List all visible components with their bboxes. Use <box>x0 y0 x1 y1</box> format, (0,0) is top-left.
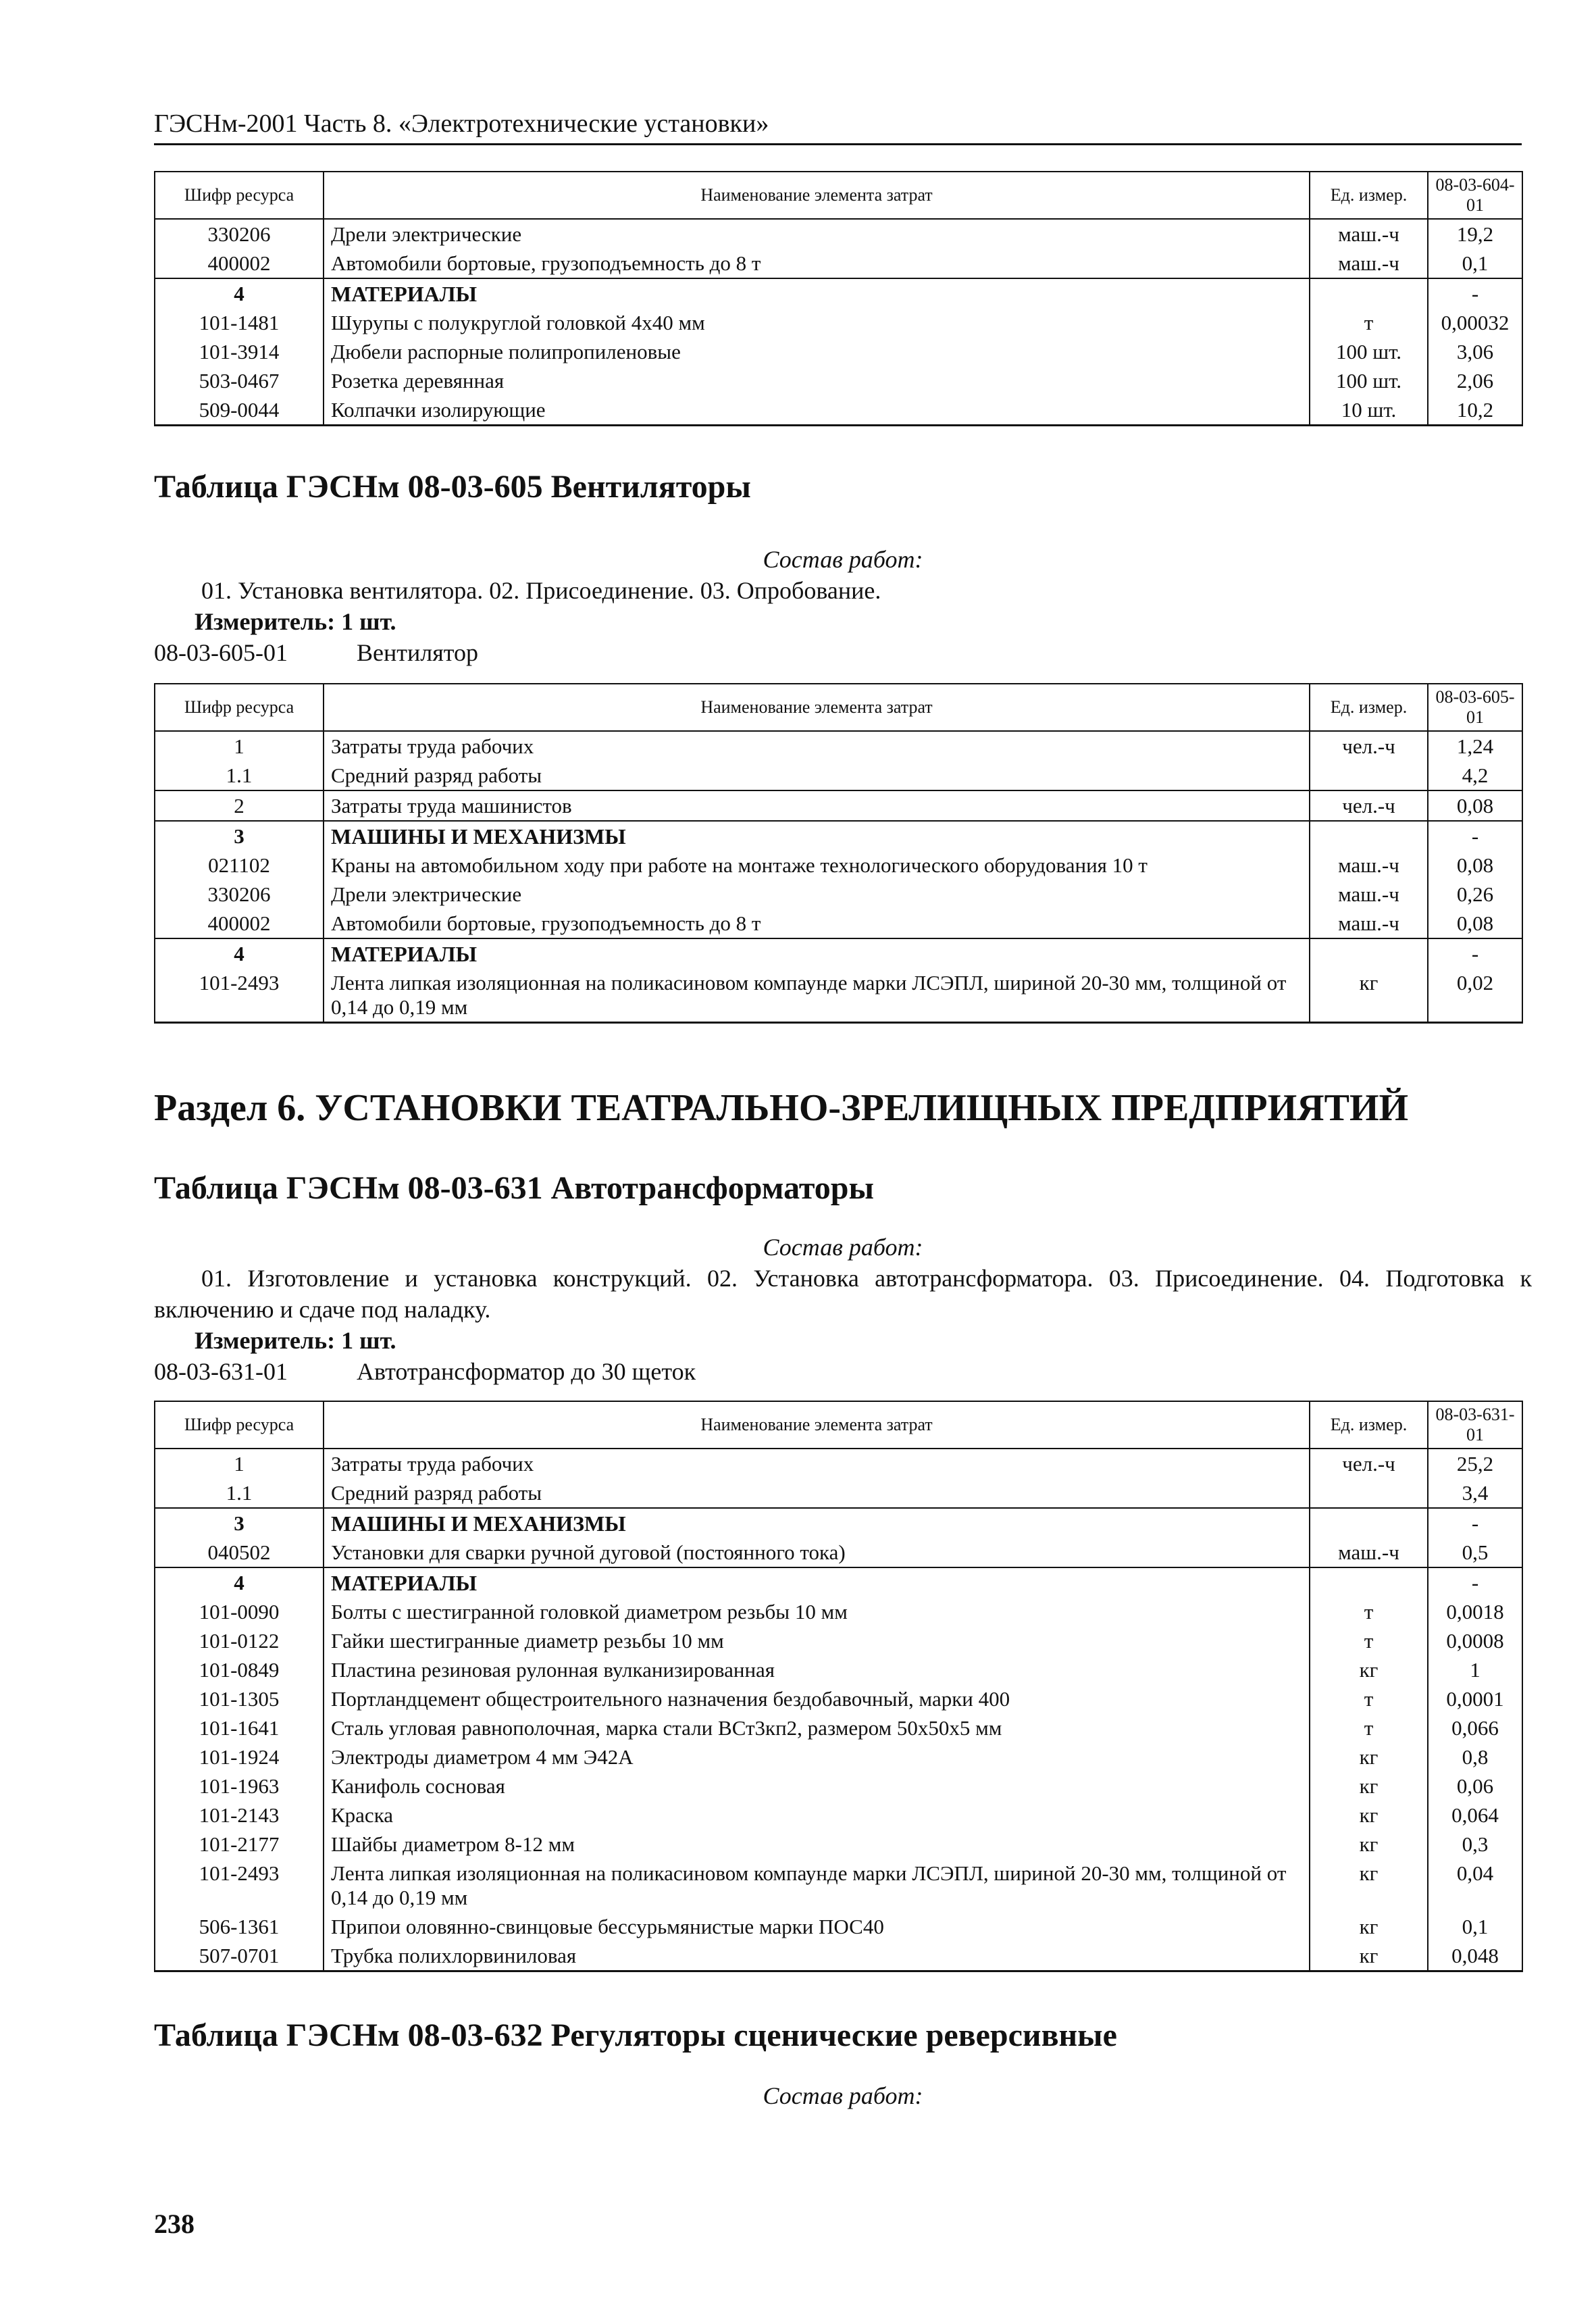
resource-unit: чел.-ч <box>1310 790 1428 821</box>
table-row <box>155 968 1522 1023</box>
resource-unit: кг <box>1310 1801 1428 1830</box>
resource-name: Краны на автомобильном ходу при работе на монтаже технологического оборудования 10 т <box>324 851 1310 880</box>
resource-unit: т <box>1310 1684 1428 1713</box>
resource-value: 0,26 <box>1428 880 1522 909</box>
table-row <box>155 366 1522 395</box>
table-row <box>155 249 1522 278</box>
resource-code: 101-1481 <box>155 308 324 337</box>
resource-unit: маш.-ч <box>1310 880 1428 909</box>
col-header-code: Шифр ресурса <box>155 1401 324 1449</box>
resource-code: 040502 <box>155 1538 324 1567</box>
table-row <box>155 337 1522 366</box>
resource-name: Затраты труда рабочих <box>324 1449 1310 1478</box>
table-row <box>155 761 1522 790</box>
resource-code: 101-1641 <box>155 1713 324 1742</box>
resource-value: - <box>1428 1508 1522 1538</box>
table-row <box>155 821 1522 851</box>
resource-code: 101-2493 <box>155 968 324 1023</box>
col-header-norm: 08-03-604-01 <box>1428 172 1522 219</box>
table-row <box>155 1912 1522 1941</box>
resource-unit <box>1310 761 1428 790</box>
measure-line <box>154 606 1532 637</box>
resource-code: 3 <box>155 821 324 851</box>
resource-code: 101-2493 <box>155 1859 324 1912</box>
resource-unit: 100 шт. <box>1310 337 1428 366</box>
resource-unit: кг <box>1310 1655 1428 1684</box>
resource-code: 4 <box>155 938 324 968</box>
resource-code: 509-0044 <box>155 395 324 426</box>
resource-group-name: МАШИНЫ И МЕХАНИЗМЫ <box>324 821 1310 851</box>
resource-code: 1.1 <box>155 1478 324 1508</box>
table-row <box>155 1771 1522 1801</box>
sostav-label: Состав работ: <box>763 1234 923 1261</box>
resource-name: Сталь угловая равнополочная, марка стали ВСт3кп2, размером 50x50x5 мм <box>324 1713 1310 1742</box>
resource-code: 101-2177 <box>155 1830 324 1859</box>
resource-unit: кг <box>1310 968 1428 1023</box>
resource-value: 0,8 <box>1428 1742 1522 1771</box>
resource-code: 101-0090 <box>155 1597 324 1626</box>
resource-name: Затраты труда машинистов <box>324 790 1310 821</box>
table-title-631: Таблица ГЭСНм 08-03-631 Автотрансформаторы <box>154 1170 874 1206</box>
resource-value: 0,048 <box>1428 1941 1522 1971</box>
measure-value: 1 шт. <box>341 1327 396 1354</box>
table-row <box>155 1567 1522 1597</box>
norm-line <box>154 637 1532 668</box>
resource-unit: маш.-ч <box>1310 1538 1428 1567</box>
table-row <box>155 308 1522 337</box>
resource-group-name: МАТЕРИАЛЫ <box>324 1567 1310 1597</box>
table-row <box>155 851 1522 880</box>
resource-code: 101-1305 <box>155 1684 324 1713</box>
col-header-name: Наименование элемента затрат <box>324 684 1310 731</box>
resource-value: 0,066 <box>1428 1713 1522 1742</box>
resource-value: 0,0018 <box>1428 1597 1522 1626</box>
resource-unit: чел.-ч <box>1310 731 1428 761</box>
resource-unit <box>1310 1567 1428 1597</box>
resource-value: 0,3 <box>1428 1830 1522 1859</box>
resource-name: Шурупы с полукруглой головкой 4x40 мм <box>324 308 1310 337</box>
table-row <box>155 1478 1522 1508</box>
resource-group-name: МАШИНЫ И МЕХАНИЗМЫ <box>324 1508 1310 1538</box>
norm-name: Автотрансформатор до 30 щеток <box>357 1358 696 1385</box>
measure-line <box>154 1325 1532 1356</box>
resource-unit <box>1310 1478 1428 1508</box>
resource-value: 0,00032 <box>1428 308 1522 337</box>
col-header-unit: Ед. измер. <box>1310 172 1428 219</box>
resource-code: 101-2143 <box>155 1801 324 1830</box>
resource-name: Припои оловянно-свинцовые бессурьмянистые марки ПОС40 <box>324 1912 1310 1941</box>
resource-code: 1.1 <box>155 761 324 790</box>
resource-value: 4,2 <box>1428 761 1522 790</box>
resource-name: Затраты труда рабочих <box>324 731 1310 761</box>
resource-value: - <box>1428 938 1522 968</box>
resource-value: 1,24 <box>1428 731 1522 761</box>
resource-code: 101-3914 <box>155 337 324 366</box>
table-row <box>155 1538 1522 1567</box>
measure-label: Измеритель: <box>195 608 336 635</box>
resource-name: Розетка деревянная <box>324 366 1310 395</box>
resource-unit: маш.-ч <box>1310 909 1428 938</box>
resource-code: 506-1361 <box>155 1912 324 1941</box>
resource-name: Средний разряд работы <box>324 1478 1310 1508</box>
resource-name: Дрели электрические <box>324 880 1310 909</box>
resource-group-name: МАТЕРИАЛЫ <box>324 938 1310 968</box>
table-row <box>155 790 1522 821</box>
resource-group-name: МАТЕРИАЛЫ <box>324 278 1310 308</box>
resource-code: 507-0701 <box>155 1941 324 1971</box>
resource-name: Дюбели распорные полипропиленовые <box>324 337 1310 366</box>
table-row <box>155 1597 1522 1626</box>
resource-name: Средний разряд работы <box>324 761 1310 790</box>
col-header-code: Шифр ресурса <box>155 684 324 731</box>
table-row <box>155 1449 1522 1478</box>
resource-name: Колпачки изолирующие <box>324 395 1310 426</box>
table-row <box>155 278 1522 308</box>
resource-value: 0,0008 <box>1428 1626 1522 1655</box>
col-header-norm: 08-03-605-01 <box>1428 684 1522 731</box>
resource-code: 1 <box>155 1449 324 1478</box>
table-row <box>155 1713 1522 1742</box>
resource-name: Болты с шестигранной головкой диаметром резьбы 10 мм <box>324 1597 1310 1626</box>
resource-code: 101-1963 <box>155 1771 324 1801</box>
resource-unit: маш.-ч <box>1310 219 1428 249</box>
measure-label: Измеритель: <box>195 1327 336 1354</box>
works-list: 01. Изготовление и установка конструкций. 02. Установка автотрансформатора. 03. Присоединение. 04. Подготовка к включению и сдаче под наладку. <box>154 1265 1532 1323</box>
document-page <box>154 108 1532 2111</box>
col-header-unit: Ед. измер. <box>1310 684 1428 731</box>
resource-name: Дрели электрические <box>324 219 1310 249</box>
table-row <box>155 938 1522 968</box>
col-header-norm: 08-03-631-01 <box>1428 1401 1522 1449</box>
col-header-code: Шифр ресурса <box>155 172 324 219</box>
resource-code: 400002 <box>155 909 324 938</box>
table-title-632: Таблица ГЭСНм 08-03-632 Регуляторы сценические реверсивные <box>154 2017 1117 2053</box>
resource-name: Лента липкая изоляционная на поликасиновом компаунде марки ЛСЭПЛ, шириной 20-30 мм, толщиной от 0,14 до 0,19 мм <box>324 1859 1310 1912</box>
resource-code: 101-1924 <box>155 1742 324 1771</box>
table-row <box>155 219 1522 249</box>
resource-value: 3,06 <box>1428 337 1522 366</box>
resource-value: 2,06 <box>1428 366 1522 395</box>
section-title: Раздел 6. УСТАНОВКИ ТЕАТРАЛЬНО-ЗРЕЛИЩНЫХ ПРЕДПРИЯТИЙ <box>154 1087 1409 1129</box>
table-row <box>155 1508 1522 1538</box>
resource-name: Лента липкая изоляционная на поликасиновом компаунде марки ЛСЭПЛ, шириной 20-30 мм, толщиной от 0,14 до 0,19 мм <box>324 968 1310 1023</box>
resource-value: 0,0001 <box>1428 1684 1522 1713</box>
resource-value: 0,5 <box>1428 1538 1522 1567</box>
resource-table-631 <box>154 1401 1523 1972</box>
table-row <box>155 1742 1522 1771</box>
resource-unit <box>1310 821 1428 851</box>
col-header-unit: Ед. измер. <box>1310 1401 1428 1449</box>
resource-value: 0,1 <box>1428 249 1522 278</box>
resource-code: 101-0122 <box>155 1626 324 1655</box>
resource-unit: т <box>1310 1597 1428 1626</box>
resource-code: 101-0849 <box>155 1655 324 1684</box>
resource-value: 0,1 <box>1428 1912 1522 1941</box>
resource-value: 25,2 <box>1428 1449 1522 1478</box>
resource-code: 400002 <box>155 249 324 278</box>
resource-code: 1 <box>155 731 324 761</box>
resource-code: 4 <box>155 1567 324 1597</box>
resource-value: - <box>1428 1567 1522 1597</box>
resource-unit: кг <box>1310 1742 1428 1771</box>
resource-table-605 <box>154 683 1523 1024</box>
resource-name: Шайбы диаметром 8-12 мм <box>324 1830 1310 1859</box>
resource-code: 330206 <box>155 880 324 909</box>
resource-value: - <box>1428 278 1522 308</box>
norm-line <box>154 1356 1532 1387</box>
page-number: 238 <box>154 2209 195 2239</box>
resource-code: 021102 <box>155 851 324 880</box>
resource-code: 503-0467 <box>155 366 324 395</box>
table-row <box>155 1859 1522 1912</box>
works-list: 01. Установка вентилятора. 02. Присоединение. 03. Опробование. <box>201 577 881 604</box>
sostav-label: Состав работ: <box>763 2082 923 2109</box>
table-row <box>155 1801 1522 1830</box>
resource-value: 0,02 <box>1428 968 1522 1023</box>
resource-unit: кг <box>1310 1830 1428 1859</box>
resource-unit: т <box>1310 1713 1428 1742</box>
resource-unit <box>1310 938 1428 968</box>
table-row <box>155 1626 1522 1655</box>
resource-unit: т <box>1310 1626 1428 1655</box>
resource-name: Установки для сварки ручной дуговой (постоянного тока) <box>324 1538 1310 1567</box>
resource-name: Канифоль сосновая <box>324 1771 1310 1801</box>
resource-name: Портландцемент общестроительного назначения бездобавочный, марки 400 <box>324 1684 1310 1713</box>
resource-value: 19,2 <box>1428 219 1522 249</box>
resource-table-604 <box>154 171 1523 426</box>
resource-name: Электроды диаметром 4 мм Э42А <box>324 1742 1310 1771</box>
norm-code: 08-03-605-01 <box>154 639 288 666</box>
norm-code: 08-03-631-01 <box>154 1358 288 1385</box>
resource-value: 3,4 <box>1428 1478 1522 1508</box>
resource-unit: кг <box>1310 1941 1428 1971</box>
resource-code: 4 <box>155 278 324 308</box>
resource-unit <box>1310 278 1428 308</box>
col-header-name: Наименование элемента затрат <box>324 1401 1310 1449</box>
resource-unit: 100 шт. <box>1310 366 1428 395</box>
resource-value: - <box>1428 821 1522 851</box>
resource-unit: маш.-ч <box>1310 851 1428 880</box>
norm-name: Вентилятор <box>357 639 479 666</box>
table-row <box>155 1684 1522 1713</box>
resource-value: 0,064 <box>1428 1801 1522 1830</box>
resource-unit: маш.-ч <box>1310 249 1428 278</box>
table-row <box>155 395 1522 426</box>
table-row <box>155 880 1522 909</box>
resource-value: 0,04 <box>1428 1859 1522 1912</box>
running-header: ГЭСНм-2001 Часть 8. «Электротехнические установки» <box>154 108 1522 145</box>
resource-unit: т <box>1310 308 1428 337</box>
table-row <box>155 1655 1522 1684</box>
resource-value: 1 <box>1428 1655 1522 1684</box>
resource-value: 0,08 <box>1428 851 1522 880</box>
resource-unit: кг <box>1310 1912 1428 1941</box>
sostav-label: Состав работ: <box>763 546 923 573</box>
measure-value: 1 шт. <box>341 608 396 635</box>
resource-code: 3 <box>155 1508 324 1538</box>
resource-unit: кг <box>1310 1771 1428 1801</box>
table-title-605: Таблица ГЭСНм 08-03-605 Вентиляторы <box>154 469 751 505</box>
table-row <box>155 1830 1522 1859</box>
resource-unit: кг <box>1310 1859 1428 1912</box>
resource-name: Трубка полихлорвиниловая <box>324 1941 1310 1971</box>
resource-name: Гайки шестигранные диаметр резьбы 10 мм <box>324 1626 1310 1655</box>
resource-name: Пластина резиновая рулонная вулканизированная <box>324 1655 1310 1684</box>
resource-unit: чел.-ч <box>1310 1449 1428 1478</box>
col-header-name: Наименование элемента затрат <box>324 172 1310 219</box>
resource-name: Автомобили бортовые, грузоподъемность до 8 т <box>324 909 1310 938</box>
resource-value: 0,06 <box>1428 1771 1522 1801</box>
resource-code: 330206 <box>155 219 324 249</box>
resource-value: 0,08 <box>1428 909 1522 938</box>
resource-unit <box>1310 1508 1428 1538</box>
resource-name: Автомобили бортовые, грузоподъемность до 8 т <box>324 249 1310 278</box>
resource-name: Краска <box>324 1801 1310 1830</box>
resource-value: 10,2 <box>1428 395 1522 426</box>
resource-value: 0,08 <box>1428 790 1522 821</box>
resource-code: 2 <box>155 790 324 821</box>
table-row <box>155 1941 1522 1971</box>
resource-unit: 10 шт. <box>1310 395 1428 426</box>
table-row <box>155 909 1522 938</box>
table-row <box>155 731 1522 761</box>
